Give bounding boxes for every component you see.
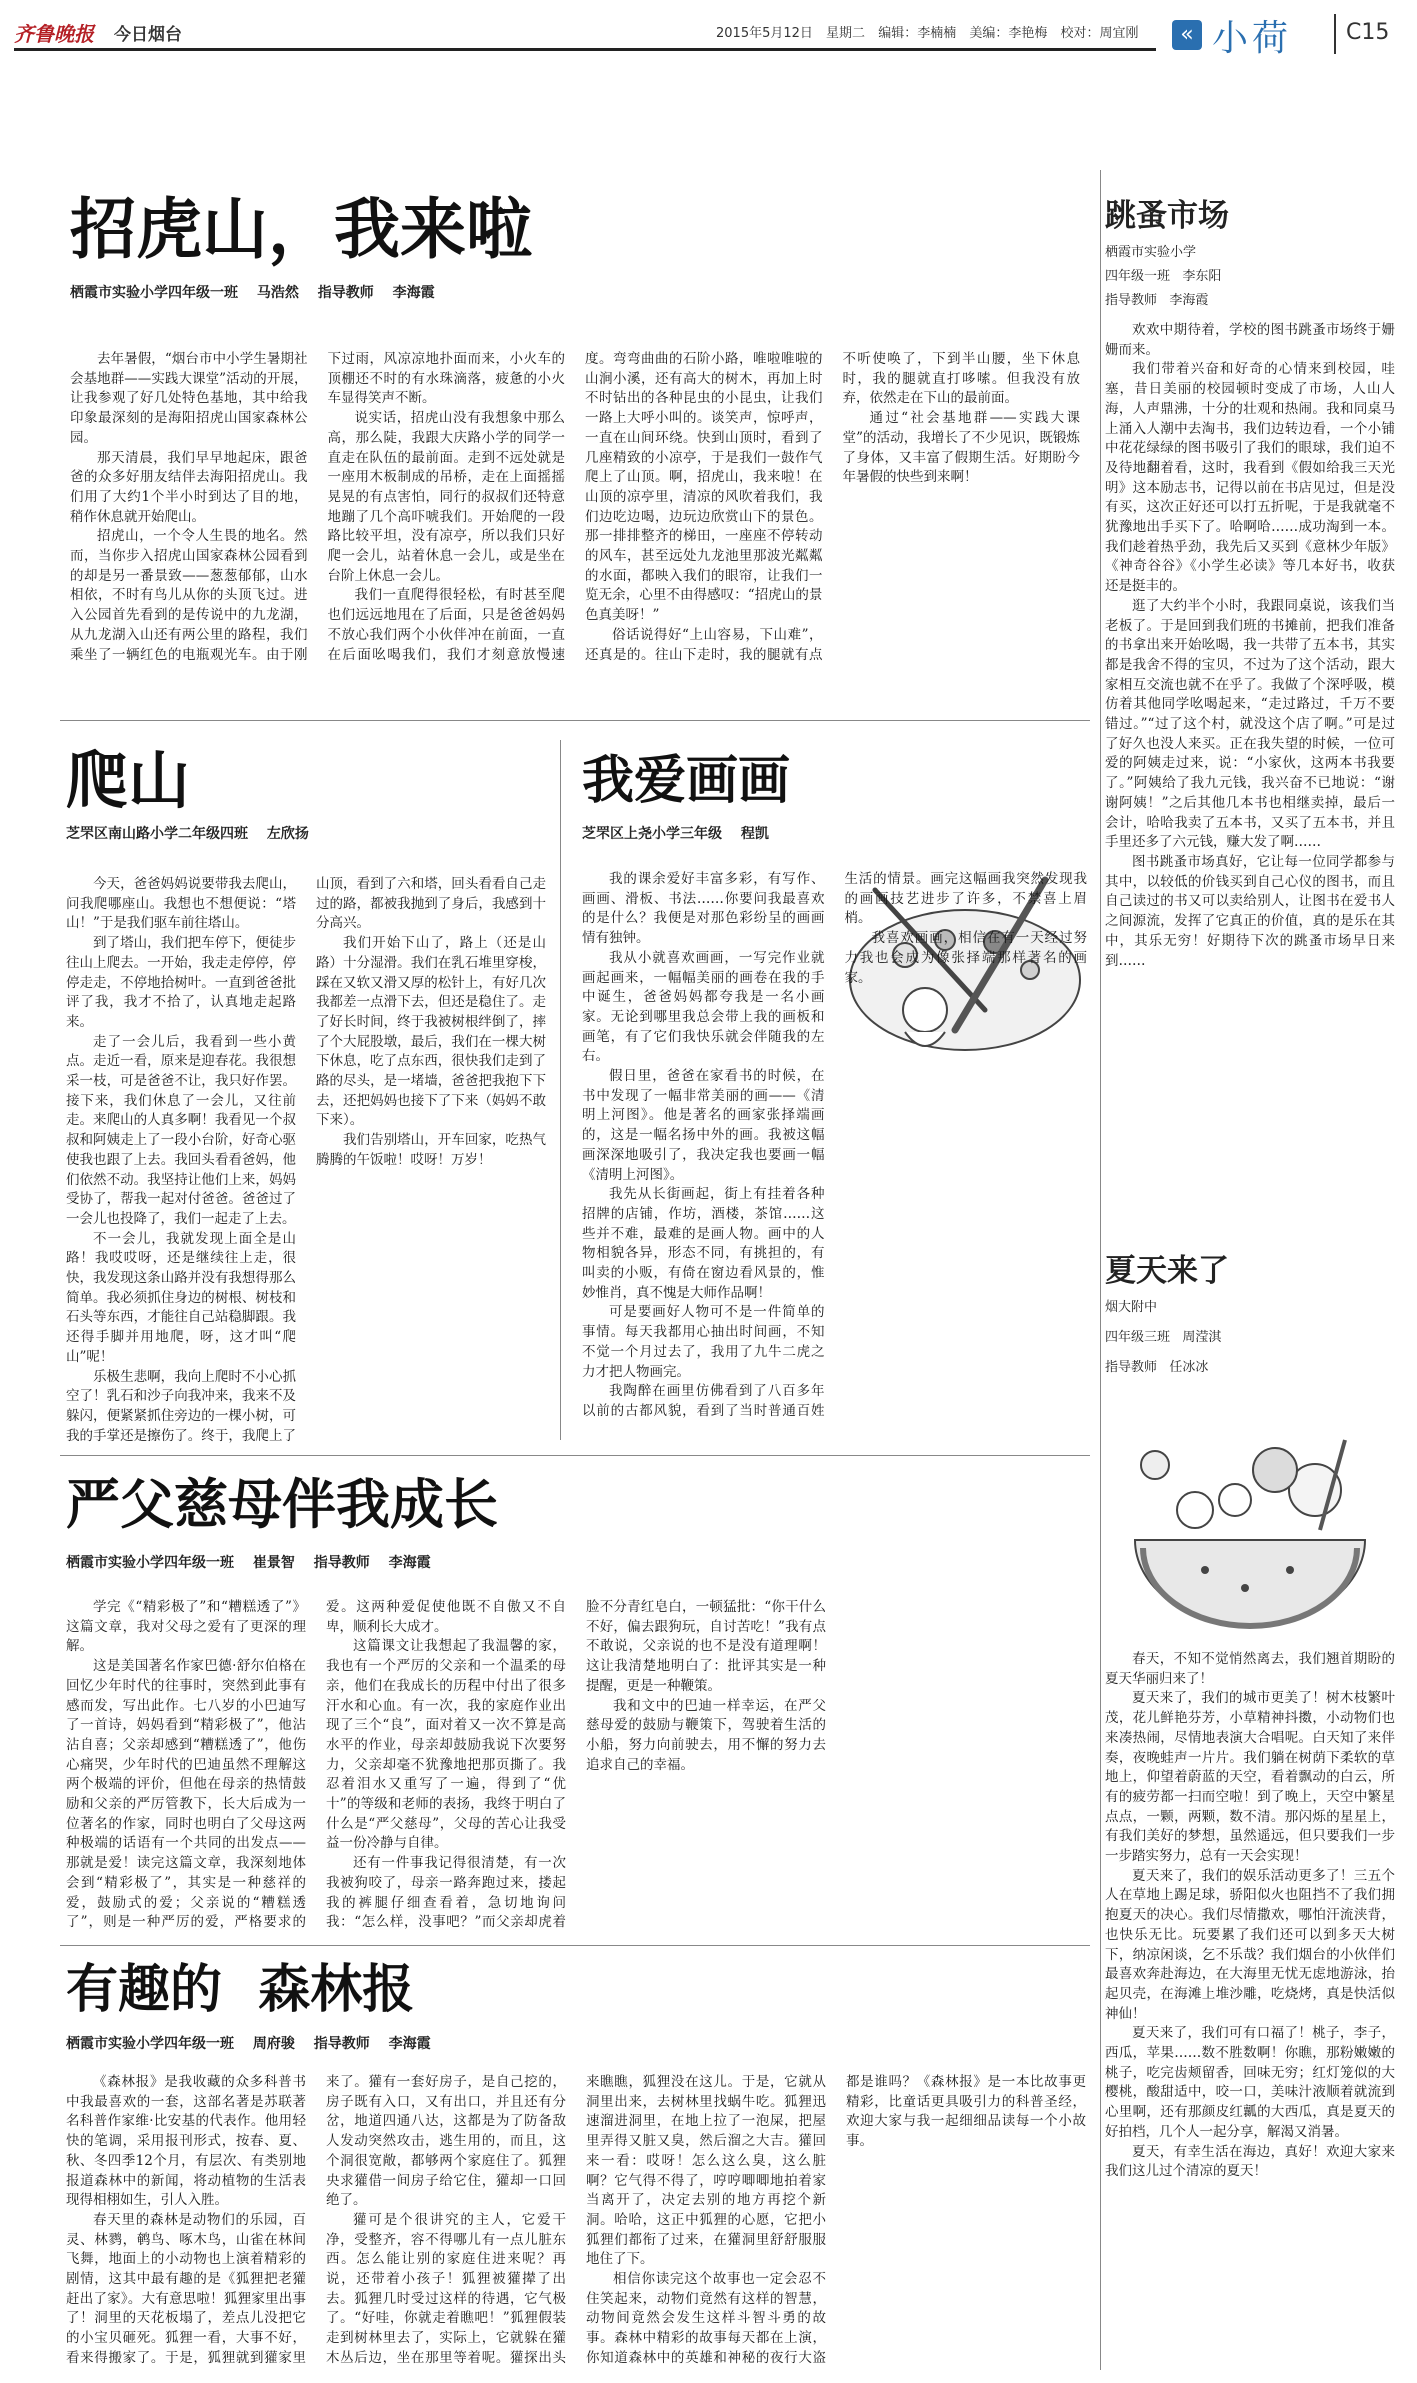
article-byline xyxy=(66,823,546,843)
byline-author: 崔景智 xyxy=(252,1555,295,1571)
paragraph: 春天里的森林是动物们的乐园，百灵、林鹨，鹌鸟、啄木鸟，山雀在林间飞舞，地面上的小动物也上演着精彩的剧情，这其中最有趣的是《狐狸把老獾赶出了家》。大有意思啦！狐狸家里出事了！洞里的天花板塌了，差点儿没把它的小宝贝砸死。狐狸一看，大事不好，看来得搬家了。于是，狐狸就到獾家里来了。獾有一套好房子，是自己挖的，房子既有入口，又有出口，并且还有分岔，地道四通八达，这都是为了防备敌人发动突然攻击，逃生用的，而且，这个洞很宽敞，都够两个家庭住了。狐狸央求獾借一间房子给它住，獾却一口回绝了。 xyxy=(66,2074,566,2366)
chevron-left-icon: « xyxy=(1172,20,1202,50)
article-title: 招虎山，我来啦 xyxy=(70,191,532,268)
paragraph: 我们带着兴奋和好奇的心情来到校园，哇塞，昔日美丽的校园顿时变成了市场，人山人海，人声鼎沸，十分的壮观和热闹。我和同桌马上涌入人潮中去淘书，我们边转边看，一个小铺中花花绿绿的图书吸引了我们的眼球，我们迫不及待地翻着看，这时，我看到《假如给我三天光明》这本励志书，记得以前在书店见过，但是没有买，这次正好还可以打五折呢，于是我就毫不犹豫地出手买下了。哈啊哈……成功淘到一本。我们趁着热乎劲，我先后又买到《意林少年版》《神奇谷谷》《小学生必读》等几本好书，收获还是挺丰的。 xyxy=(1105,361,1395,595)
paragraph: 到了塔山，我们把车停下，便徒步往山上爬去。一开始，我走走停停，停停走走，不停地拾树叶。一直到爸爸批评了我，我才不拾了，认真地走起路来。 xyxy=(66,935,296,1030)
article-byline xyxy=(66,2033,1086,2053)
paragraph: 那天清晨，我们早早地起床，跟爸爸的众多好朋友结伴去海阳招虎山。我们用了大约1个半小时到达了目的地，稍作休息就开始爬山。 xyxy=(70,449,308,525)
article-title: 严父慈母伴我成长 xyxy=(66,1473,498,1536)
byline-school: 芝罘区上尧小学三年级 xyxy=(582,826,722,842)
sidebar-xiatian-body xyxy=(1105,1650,1395,2360)
ice-cream-scoop xyxy=(1253,1448,1297,1492)
info-teacher xyxy=(1105,289,1395,313)
issue-date: 2015年5月12日 xyxy=(716,26,813,41)
paragraph: 图书跳蚤市场真好，它让每一位同学都参与其中，以较低的价钱买到自己心仪的图书，而且自己读过的书又可以卖给别人，让图书在爱书人之间源流，发挥了它真正的价值，真的是乐在其中，其乐无穷！好期待下次的跳蚤市场早日来到…… xyxy=(1105,853,1395,969)
proofreader-credit: 校对：周宜刚 xyxy=(1060,26,1139,41)
child-head xyxy=(1177,1492,1213,1528)
byline-school: 栖霞市实验小学四年级一班 xyxy=(66,2036,234,2052)
paragraph: 夏天来了，我们的娱乐活动更多了！三五个人在草地上踢足球，骄阳似火也阻挡不了我们拥抱夏天的决心。我们尽情撒欢，哪怕汗流浃背，也快乐无比。玩要累了我们还可以到多天大树下，纳凉闲谈，乞不乐哉？我们烟台的小伙伴们最喜欢奔赴海边，在大海里无忧无虑地游泳，抬起贝壳，在海滩上堆沙雕，吃烧烤，真是快活似神仙！ xyxy=(1105,1867,1395,2022)
article-pashan xyxy=(66,745,546,1455)
paragraph: 夏天来了，我们可有口福了！桃子，李子，西瓜，苹果……数不胜数啊！你瞧，那粉嫩嫩的桃子，吃完齿颊留香，回味无穷；红灯笼似的大樱桃，酸甜适中，咬一口，美味汁液顺着就流到心里啊，还有那颜皮红瓤的大西瓜，真是夏天的好拍档，几个人一起分享，解渴又消暑。 xyxy=(1105,2025,1395,2140)
byline-school: 栖霞市实验小学四年级一班 xyxy=(70,285,238,301)
issue-meta xyxy=(716,22,1148,41)
paragraph: 我们告别塔山，开车回家，吃热气腾腾的午饭啦！哎呀！万岁！ xyxy=(316,1132,546,1168)
info-school: 栖霞市实验小学 xyxy=(1105,245,1197,260)
info-class-author xyxy=(1105,1326,1395,1350)
article-info xyxy=(1105,1296,1395,1380)
byline-author: 周府骏 xyxy=(252,2036,295,2052)
paragraph: 走了一会儿后，我看到一些小黄点。走近一看，原来是迎春花。我很想采一枝，可是爸爸不让，我只好作罢。接下来，我们休息了一会儿，又往前走。来爬山的人真多啊！我看见一个叔叔和阿姨走上了一段小台阶，好奇心驱使我也跟了上去。我回头看看爸妈，他们依然不动。我坚持让他们上来，妈妈受协了，帮我一起对付爸爸。爸爸过了一会儿也投降了，我们一起走了上去。 xyxy=(66,1033,296,1227)
article-title: 我爱画画 xyxy=(582,751,791,811)
paragraph: 相信你读完这个故事也一定会忍不住笑起来，动物们竟然有这样的智慧，动物间竟然会发生这样斗智斗勇的故事。森林中精彩的故事每天都在上演，你知道森林中的英雄和神秘的夜行大盗都是谁吗？《森林报》是一本比故事更精彩，比童话更具吸引力的科普圣经，欢迎大家与我一起细细品读每一个小故事。 xyxy=(586,2074,1086,2366)
paragraph: 我们一直爬得很轻松，有时甚至爬也们远远地甩在了后面，只是爸爸妈妈不放心我们两个小伙伴冲在前面，一直在后面吆喝我们，我们才刻意放慢速度。弯弯曲曲的石阶小路，唯啦唯啦的山涧小溪，还有高大的树木，再加上时不时钻出的各种昆虫的小昆虫，让我们一路上大呼小叫的。谈笑声，惊呼声，一直在山间环绕。快到山顶时，看到了几座精致的小凉亭，于是我们一鼓作气爬上了山顶。啊，招虎山，我来啦！在山顶的凉亭里，清凉的风吹着我们，我们边吃边喝，边玩边欣赏山下的景色。那一排排整齐的梯田，一座座不停转动的风车，甚至远处九龙池里那波光粼粼的水面，都映入我们的眼帘，让我们一览无余，心里不由得感叹：“招虎山的景色真美呀！” xyxy=(327,351,823,663)
designer-credit: 美编：李艳梅 xyxy=(969,26,1048,41)
info-author: 李东阳 xyxy=(1182,269,1222,284)
divider xyxy=(60,1455,1090,1456)
watermelon-slice xyxy=(1135,1540,1365,1625)
issue-weekday: 星期二 xyxy=(826,26,866,41)
article-info xyxy=(1105,241,1395,313)
article-body xyxy=(66,2073,1086,2383)
info-class: 四年级一班 xyxy=(1105,269,1171,284)
paragraph: 逛了大约半个小时，我跟同桌说，该我们当老板了。于是回到我们班的书摊前，把我们准备的书拿出来开始吆喝，我一共带了五本书，其实都是我舍不得的宝贝，不过为了这个活动，跟大家相互交流也就不在乎了。我做了个深呼吸，模仿着其他同学吆喝起来，“走过路过，千万不要错过。”“过了这个村，就没这个店了啊。”可是过了好久也没人来买。正在我失望的时候，一位可爱的阿姨走过来，说：“小家伙，这两本书我要了。”阿姨给了我九元钱，我兴奋不已地说：“谢谢阿姨！”之后其他几本书也相继卖掉，最后一会计，哈哈我卖了五本书，又买了五本书，并且手里还多了六元钱，赚大发了啊…… xyxy=(1105,597,1395,851)
paragraph: 说实话，招虎山没有我想象中那么高，那么陡，我跟大庆路小学的同学一直走在队伍的最前面。走到不远处就是一座用木板制成的吊桥，走在上面摇摇晃晃的有点害怕，同行的叔叔们还特意地蹦了几个高吓唬我们。开始爬的一段路比较平坦，没有凉亭，所以我们只好爬一会儿，站着休息一会儿，或是坐在台阶上休息一会儿。 xyxy=(327,410,565,584)
paragraph: 我的课余爱好丰富多彩，有写作、画画、滑板、书法……你要问我最喜欢的是什么？我便是对那色彩纷呈的画画情有独钟。 xyxy=(582,871,825,947)
article-senlinbao xyxy=(66,1955,1086,2383)
paragraph: 还有一件事我记得很清楚，有一次我被狗咬了，母亲一路奔跑过来，搂起我的裤腿仔细查看着，急切地询问我：“怎么样，没事吧？”而父亲却虎着脸不分青红皂白，一顿猛批：“你干什么不好，偏去跟狗玩，自讨苦吃！”我有点不敢说，父亲说的也不是没有道理啊！这让我清楚地明白了：批评其实是一种提醒，更是一种鞭策。 xyxy=(326,1599,826,1931)
paragraph: 《森林报》是我收藏的众多科普书中我最喜欢的一套，这部名著是苏联著名科普作家维·比安基的代表作。他用轻快的笔调，采用报刊形式，按春、夏、秋、冬四季12个月，有层次、有类别地报道森林中的新闻，将动植物的生活表现得相栩如生，引人入胜。 xyxy=(66,2074,306,2209)
paragraph: 我们开始下山了，路上（还是山路）十分湿滑。我们在乳石堆里穿梭，踩在又软又滑又厚的松针上，有好几次我都差一点滑下去，但还是稳住了。走了好长时间，终于我被树根绊倒了，摔了个大屁股墩，最后，我们在一棵大树下休息，吃了点东西，很快我们走到了路的尽头，是一堵墙，爸爸把我抱下下去，还把妈妈也接下了下来（妈妈不敢下来）。 xyxy=(316,935,546,1129)
info-school: 烟大附中 xyxy=(1105,1300,1158,1315)
page-number: C15 xyxy=(1346,20,1390,45)
article-zhaohushan xyxy=(70,190,1090,302)
byline-school: 栖霞市实验小学四年级一班 xyxy=(66,1555,234,1571)
byline-author: 程凯 xyxy=(740,826,769,842)
paragraph: 欢欢中期待着，学校的图书跳蚤市场终于姗姗而来。 xyxy=(1105,322,1395,358)
info-teacher-name: 任冰冰 xyxy=(1169,1360,1209,1375)
page-header xyxy=(0,0,1417,80)
paragraph: 今天，爸爸妈妈说要带我去爬山，问我爬哪座山。我想也不想便说：“塔山！”于是我们驱车前往塔山。 xyxy=(66,876,296,932)
article-body xyxy=(1105,321,1395,1236)
article-title: 有趣的 森林报 xyxy=(66,1960,415,2020)
byline-teacher: 李海霞 xyxy=(388,2036,431,2052)
paragraph: 我喜欢画画，相信在有一天经过努力我也会成为像张择端那样著名的画家。 xyxy=(844,930,1087,986)
newspaper-brand-logo: 齐鲁晚报 xyxy=(14,22,94,46)
paragraph: 招虎山，一个令人生畏的地名。然而，当你步入招虎山国家森林公园看到的却是另一番景致——葱葱郁郁，山水相依，不时有鸟儿从你的头顶飞过。进入公园首先看到的是传说中的九龙湖，从九龙湖入山还有两公里的路程，我们乘坐了一辆红色的电瓶观光车。由于刚下过雨，风凉凉地扑面而来，小火车的顶棚还不时的有水珠滴落，疲惫的小火车显得笑声不断。 xyxy=(70,351,565,663)
sun-icon xyxy=(1141,1451,1169,1479)
seed xyxy=(1201,1566,1209,1574)
byline-author: 马浩然 xyxy=(256,285,299,301)
paragraph: 不一会儿，我就发现上面全是山路！我哎哎呀，还是继续往上走，很快，我发现这条山路并没有我想得那么简单。我必须抓住身边的树根、树枝和石头等东西，才能往自己站稳脚跟。我还得手脚并用地爬，呀，这才叫“爬山”呢！ xyxy=(66,1230,296,1365)
article-zhaohushan-body xyxy=(70,350,1080,680)
sidebar-divider xyxy=(1100,170,1101,2370)
byline-teacher-label: 指导教师 xyxy=(313,1555,370,1571)
paragraph: 假日里，爸爸在家看书的时候，在书中发现了一幅非常美丽的画——《清明上河图》。他是著名的画家张择端画的，这是一幅名扬中外的画。我被这幅画深深地吸引了，我决定我也要画一幅《清明上河图》。 xyxy=(582,1068,825,1183)
article-body xyxy=(66,875,546,1455)
article-body xyxy=(70,350,1080,680)
summer-illustration xyxy=(1115,1430,1385,1640)
paragraph: 我先从长街画起，街上有挂着各种招牌的店铺，作坊，酒楼，茶馆……这些并不难，最难的是画人物。画中的人物相貌各异，形态不同，有挑担的，有叫卖的小贩，有倚在窗边看风景的，惟妙惟肖，真不愧是大师作品啊！ xyxy=(582,1186,825,1301)
header-rule xyxy=(14,48,1156,51)
section-name: 今日烟台 xyxy=(114,25,182,45)
article-yanfu xyxy=(66,1470,1086,1943)
article-huahua-body xyxy=(582,870,1087,1425)
byline-teacher-label: 指导教师 xyxy=(317,285,374,301)
paragraph: 我和文中的巴迪一样幸运，在严父慈母爱的鼓励与鞭策下，驾驶着生活的小船，努力向前驶去，用不懈的努力去追求自己的幸福。 xyxy=(586,1697,826,1773)
info-class: 四年级三班 xyxy=(1105,1330,1171,1345)
paragraph: 乐极生悲啊，我向上爬时不小心抓空了！乳石和沙子向我冲来，我来不及躲闪，便紧紧抓住旁边的一棵小树，可我的手掌还是擦伤了。终于，我爬上了山顶，看到了六和塔，回头看看自己走过的路，都被我抛到了身后，我感到十分高兴。 xyxy=(66,876,546,1444)
seed xyxy=(1286,1566,1294,1574)
info-teacher-label: 指导教师 xyxy=(1105,293,1158,308)
article-title: 爬山 xyxy=(66,744,191,817)
article-huahua xyxy=(582,745,1087,843)
child-head xyxy=(1219,1484,1251,1516)
paragraph: 俗话说得好“上山容易，下山难”，还真是的。往山下走时，我的腿就有点不听使唤了，下到半山腰，坐下休息时，我的腿就直打哆嗦。但我没有放弃，依然走在下山的最前面。 xyxy=(585,351,1080,663)
info-class-author xyxy=(1105,265,1395,289)
editor-credit: 编辑：李楠楠 xyxy=(878,26,957,41)
article-byline xyxy=(66,1552,1086,1572)
byline-teacher-label: 指导教师 xyxy=(313,2036,370,2052)
article-byline xyxy=(582,823,1087,843)
article-title: 夏天来了 xyxy=(1105,1253,1229,1289)
paragraph: 夏天，有幸生活在海边，真好！欢迎大家来我们这儿过个清凉的夏天！ xyxy=(1105,2143,1395,2180)
article-title: 跳蚤市场 xyxy=(1105,198,1229,234)
sidebar-tiaozao xyxy=(1105,190,1395,1236)
divider xyxy=(560,740,561,1440)
byline-author: 左欣扬 xyxy=(266,826,309,842)
paragraph: 这是美国著名作家巴德·舒尔伯格在回忆少年时代的往事时，突然到此事有感而发，写出此作。七八岁的小巴迪写了一首诗，妈妈看到“精彩极了”，他沾沾自喜；父亲却感到“糟糕透了”，他伤心痛哭，少年时代的巴迪虽然不理解这两个极端的评价，但他在母亲的热情鼓励和父亲的严厉管教下，长大后成为一位著名的作家，同时也明白了父母这两种极端的话语有一个共同的出发点——那就是爱！读完这篇文章，我深刻地体会到“精彩极了”，其实是一种慈祥的爱，鼓励式的爱；父亲说的“糟糕透了”，则是一种严厉的爱，严格要求的爱。这两种爱促使他既不自傲又不自卑，顺利长大成才。 xyxy=(66,1599,566,1931)
paragraph: 我从小就喜欢画画，一写完作业就画起画来，一幅幅美丽的画卷在我的手中诞生，爸爸妈妈都夸我是一名小画家。无论到哪里我总会带上我的画板和画笔，有了它们我快乐就会伴随我的左右。 xyxy=(582,949,825,1065)
paragraph: 去年暑假，“烟台市中小学生暑期社会基地群——实践大课堂”活动的开展，让我参观了好几处特色基地，其中给我印象最深刻的是海阳招虎山国家森林公园。 xyxy=(70,351,308,446)
seed xyxy=(1241,1584,1249,1592)
column-name: 小荷 xyxy=(1212,18,1293,59)
info-teacher-label: 指导教师 xyxy=(1105,1360,1158,1375)
divider xyxy=(60,720,1090,721)
sidebar-xiatian xyxy=(1105,1245,1395,1380)
header-divider xyxy=(1334,14,1336,54)
info-author: 周滢淇 xyxy=(1182,1330,1222,1345)
paragraph: 学完《“精彩极了”和“糟糕透了”》这篇文章，我对父母之爱有了更深的理解。 xyxy=(66,1599,306,1655)
article-body xyxy=(66,1598,1086,1943)
article-byline xyxy=(70,282,1090,302)
byline-teacher: 李海霞 xyxy=(388,1555,431,1571)
byline-teacher: 李海霞 xyxy=(392,285,435,301)
byline-school: 芝罘区南山路小学二年级四班 xyxy=(66,826,248,842)
article-body xyxy=(1105,1650,1395,2360)
paragraph: 夏天来了，我们的城市更美了！树木枝繁叶茂，花儿鲜艳芬芳，小草精神抖擞，小动物们也来凑热闹，尽情地表演大合唱呢。白天知了来伴奏，夜晚蛙声一片片。我们躺在树荫下柔软的草地上，仰望着蔚蓝的天空，看着飘动的白云，所有的疲劳都一扫而空啦！到了晚上，天空中繁星点点，一颗，两颗，数不清。那闪烁的星星上，有我们美好的梦想，虽然遥远，但只要我们一步一步踏实努力，总有一天会实现！ xyxy=(1105,1690,1395,1865)
divider xyxy=(60,1945,1090,1946)
article-body xyxy=(582,870,1087,1425)
paragraph: 獾可是个很讲究的主人，它爱干净，受整齐，容不得哪儿有一点儿脏东西。怎么能让别的家庭住进来呢？再说，还带着小孩子！狐狸被獾撵了出去。狐狸几时受过这样的待遇，它气极了。“好哇，你就走着瞧吧！”狐狸假装走到树林里去了，实际上，它就躲在獾木丛后边，坐在那里等着呢。獾探出头来瞧瞧，狐狸没在这儿。于是，它就从洞里出来，去树林里找蜗牛吃。狐狸迅速溜进洞里，在地上拉了一泡屎，把屋里弄得又脏又臭，然后溜之大吉。獾回来一看：哎呀！怎么这么臭，这么脏啊？它气得不得了，哼哼唧唧地拍着家当离开了，决定去别的地方再挖个新洞。哈哈，这正中狐狸的心愿，它把小狐狸们都衔了过来，在獾洞里舒舒服服地住了下。 xyxy=(326,2074,826,2366)
paragraph: 通过“社会基地群——实践大课堂”的活动，我增长了不少见识，既锻炼了身体，又丰富了假期生活。好期盼今年暑假的快些到来啊！ xyxy=(842,410,1080,486)
paragraph: 我陶醉在画里仿佛看到了八百多年以前的古都风貌，看到了当时普通百姓生活的情景。画完这幅画我突然发现我的画画技艺进步了许多，不禁喜上眉梢。 xyxy=(582,871,1087,1419)
info-teacher xyxy=(1105,1356,1395,1380)
paragraph: 可是要画好人物可不是一件简单的事情。每天我都用心抽出时间画，不知不觉一个月过去了，我用了九牛二虎之力才把人物画完。 xyxy=(582,1304,825,1380)
paragraph: 这篇课文让我想起了我温馨的家，我也有一个严厉的父亲和一个温柔的母亲，他们在我成长的历程中付出了很多汗水和心血。有一次，我的家庭作业出现了三个“良”，面对着又一次不算是高水平的作业，母亲却鼓励我说下次要努力，父亲却毫不犹豫地把那页撕了。我忍着泪水又重写了一遍，得到了“优十”的等级和老师的表扬，我终于明白了什么是“严父慈母”，父母的苦心让我受益一份冷静与自律。 xyxy=(326,1638,566,1852)
paragraph: 春天，不知不觉悄然离去，我们翘首期盼的夏天华丽归来了！ xyxy=(1105,1651,1395,1687)
info-teacher-name: 李海霞 xyxy=(1169,293,1209,308)
